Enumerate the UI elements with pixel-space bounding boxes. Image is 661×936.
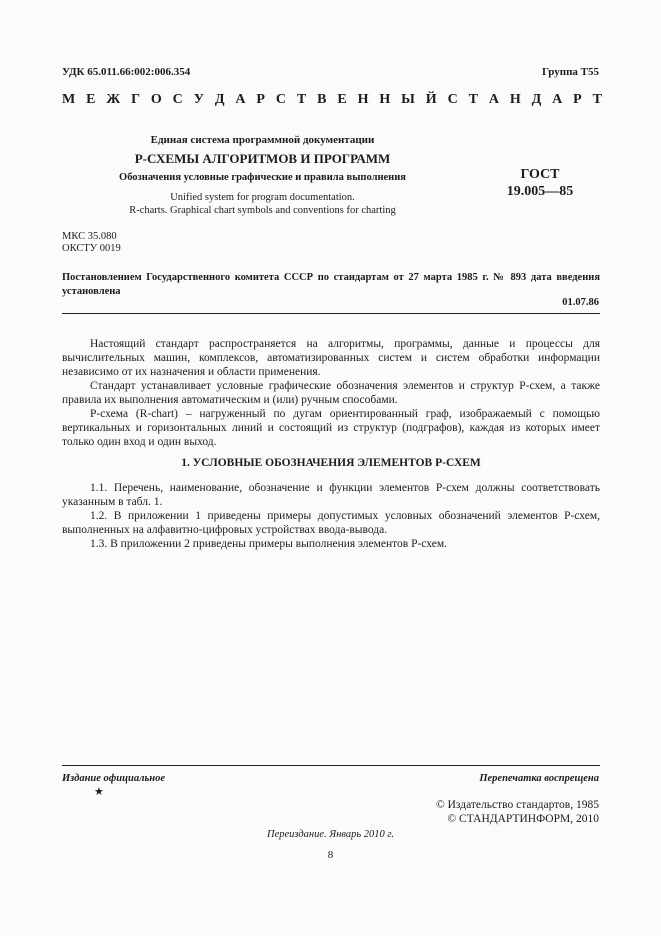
paragraph: 1.1. Перечень, наименование, обозначение и функции элементов Р-схем должны соответствовать указанным в табл. 1. bbox=[62, 482, 600, 508]
letter: Ж bbox=[106, 92, 121, 107]
letter: А bbox=[552, 92, 563, 107]
page-title: Р-СХЕМЫ АЛГОРИТМОВ И ПРОГРАММ bbox=[134, 151, 391, 166]
gost-number: 19.005—85 bbox=[506, 184, 574, 199]
reprint-notice: Перепечатка воспрещена bbox=[479, 773, 599, 784]
letter: О bbox=[150, 92, 162, 107]
decree-text: Постановлением Государственного комитета СССР по стандартам от 27 марта 1985 г. № 893 дата введения установлена bbox=[62, 272, 600, 297]
mks-code: МКС 35.080 bbox=[62, 231, 117, 242]
paragraph: Р-схема (R-chart) – нагруженный по дугам ориентированный граф, изображаемый с помощью вертикальных и горизонтальных линий и состоящий из структур (подграфов), каждая из которых имеет только один вход и один выход. bbox=[62, 408, 600, 448]
letter: С bbox=[172, 92, 183, 107]
letter: С bbox=[275, 92, 286, 107]
interstate-standard-heading bbox=[62, 92, 602, 108]
letter: В bbox=[317, 92, 327, 107]
letter: У bbox=[193, 92, 204, 107]
paragraph: 1.2. В приложении 1 приведены примеры допустимых условных обозначений элементов Р-схем, выполненных на алфавитно-цифровых устройствах ввода-вывода. bbox=[62, 510, 600, 536]
group-code: Группа Т55 bbox=[541, 66, 599, 78]
subtitle: Обозначения условные графические и правила выполнения bbox=[119, 172, 406, 183]
section-heading: 1. УСЛОВНЫЕ ОБОЗНАЧЕНИЯ ЭЛЕМЕНТОВ Р-СХЕМ bbox=[181, 457, 481, 469]
system-name: Единая система программной документации bbox=[150, 134, 375, 146]
letter: Н bbox=[509, 92, 521, 107]
letter: Т bbox=[468, 92, 478, 107]
copyright-line: © Издательство стандартов, 1985 bbox=[435, 799, 599, 811]
letter: С bbox=[447, 92, 458, 107]
letter: М bbox=[62, 92, 76, 107]
letter: А bbox=[235, 92, 246, 107]
section-body bbox=[62, 481, 600, 551]
letter: Е bbox=[86, 92, 96, 107]
udk-code: УДК 65.011.66:002:006.354 bbox=[62, 66, 191, 78]
letter: А bbox=[488, 92, 499, 107]
star-icon: ★ bbox=[94, 786, 104, 798]
letter: Р bbox=[573, 92, 582, 107]
copyright-line: © СТАНДАРТИНФОРМ, 2010 bbox=[447, 813, 599, 825]
effective-date: 01.07.86 bbox=[562, 297, 599, 308]
letter: Н bbox=[357, 92, 369, 107]
reissue-note: Переиздание. Январь 2010 г. bbox=[267, 829, 394, 840]
intro-section bbox=[62, 337, 600, 449]
gost-designation bbox=[490, 166, 590, 200]
letter: Ы bbox=[401, 92, 415, 107]
copyright-block bbox=[436, 798, 599, 826]
paragraph: 1.3. В приложении 2 приведены примеры выполнения элементов Р-схем. bbox=[90, 538, 447, 550]
english-title bbox=[90, 191, 435, 217]
letter: Н bbox=[379, 92, 391, 107]
letter: Й bbox=[425, 92, 437, 107]
english-title-line: R-charts. Graphical chart symbols and conventions for charting bbox=[129, 205, 396, 216]
paragraph: Стандарт устанавливает условные графические обозначения элементов и структур Р-схем, а также правила их выполнения автоматическим и (или) ручным способами. bbox=[62, 380, 600, 406]
divider bbox=[62, 765, 600, 766]
page-number: 8 bbox=[327, 849, 334, 861]
classification-codes bbox=[62, 231, 121, 255]
paragraph: Настоящий стандарт распространяется на алгоритмы, программы, данные и процессы для вычислительных машин, комплексов, автоматизированных систем и систем обработки информации независимо от их назначения и области применения. bbox=[62, 338, 600, 378]
divider bbox=[62, 313, 600, 314]
letter: Г bbox=[131, 92, 140, 107]
letter: Т bbox=[592, 92, 602, 107]
letter: Д bbox=[214, 92, 225, 107]
okstu-code: ОКСТУ 0019 bbox=[62, 243, 121, 254]
official-edition-label: Издание официальное bbox=[62, 773, 166, 784]
english-title-line: Unified system for program documentation. bbox=[170, 192, 355, 203]
gost-label: ГОСТ bbox=[520, 167, 560, 182]
letter: Р bbox=[256, 92, 265, 107]
letter: Т bbox=[296, 92, 307, 107]
letter: Д bbox=[531, 92, 542, 107]
letter: Е bbox=[337, 92, 347, 107]
